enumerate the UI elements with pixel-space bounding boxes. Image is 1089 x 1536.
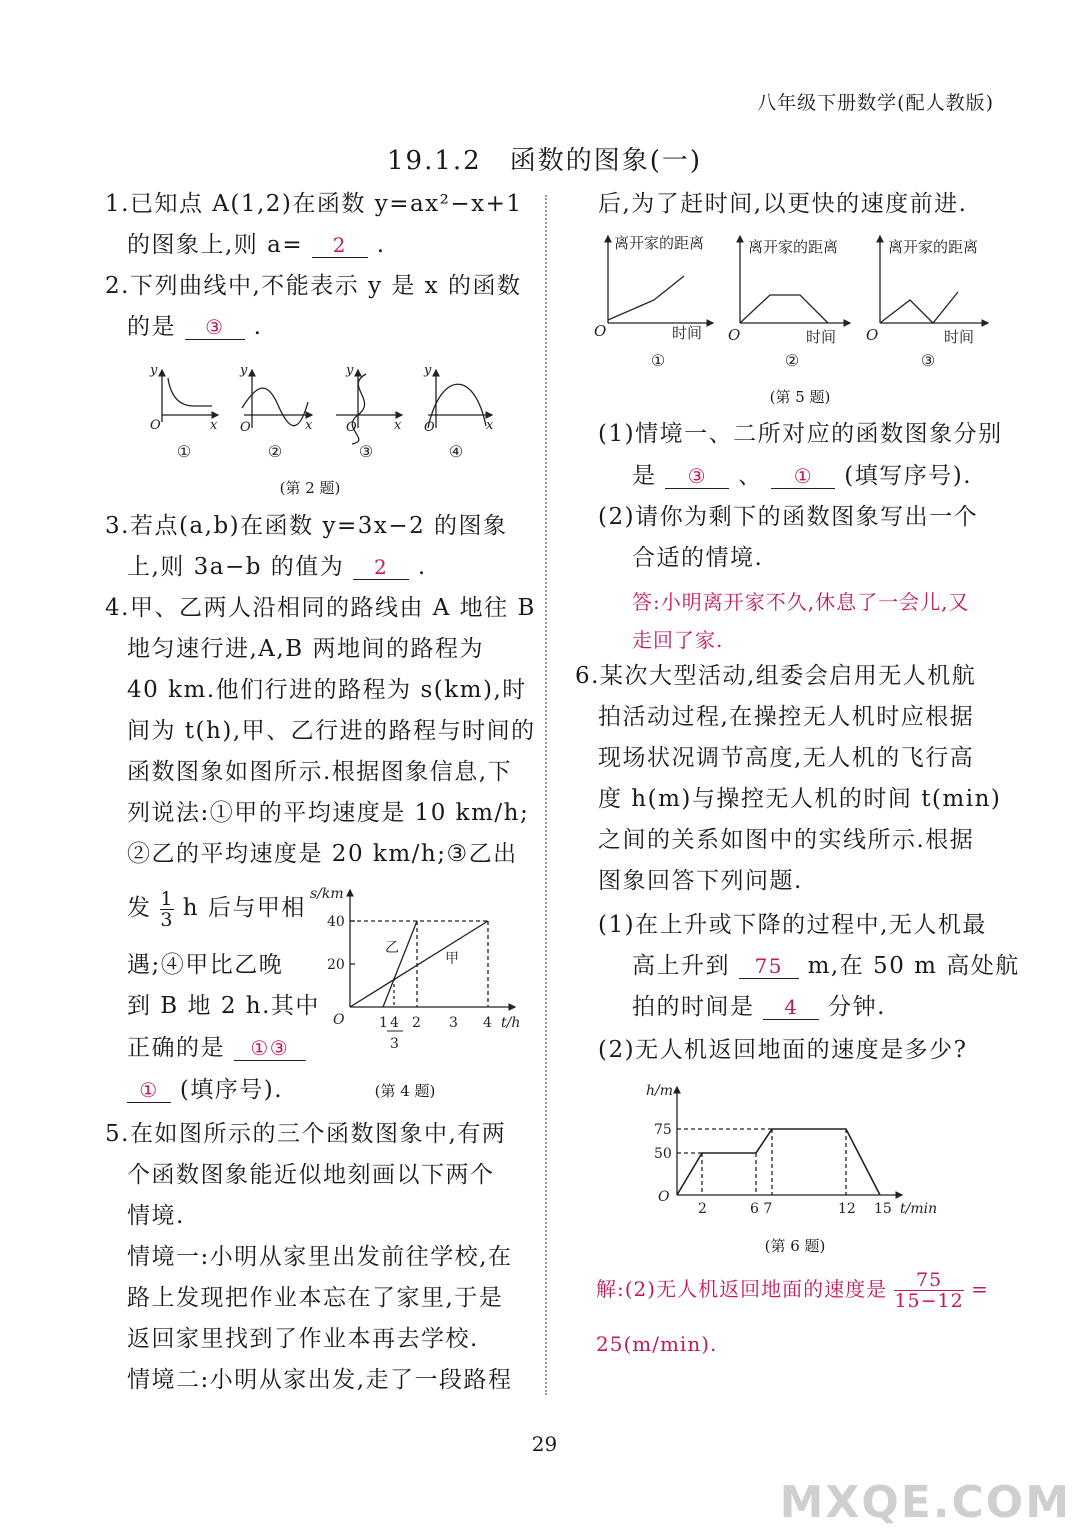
q6-answer-1: 75 (739, 954, 799, 979)
q6-solution-fraction (894, 1270, 963, 1311)
q5-g1-origin: O (594, 322, 607, 340)
q5-caption: (第 5 题) (769, 388, 831, 406)
q5-p1-line2 (632, 456, 972, 497)
q2-label-2: ② (267, 442, 283, 461)
q6-xtick-12: 12 (838, 1201, 856, 1217)
q5-line2: 个函数图象能近似地刻画以下两个 (127, 1162, 495, 1188)
q4-end: (填序号). (179, 1077, 284, 1103)
q2-g4-origin: O (424, 420, 435, 435)
q4-line7: ②乙的平均速度是 20 km/h;③乙出 (127, 841, 518, 867)
q4-line6: 列说法:①甲的平均速度是 10 km/h; (127, 800, 530, 826)
q5-p2-line2: 合适的情境. (632, 545, 764, 571)
q4-xtick-3b: 3 (449, 1015, 458, 1031)
q5-line3: 情境. (127, 1203, 185, 1229)
book-header: 八年级下册数学(配人教版) (757, 92, 994, 114)
q5-s2-line1: 情境二:小明从家出发,走了一段路程 (127, 1367, 513, 1393)
q4-xtick-4: 4 (390, 1015, 399, 1031)
q1-line2 (127, 225, 386, 266)
q5-s2-line2: 后,为了赶时间,以更快的速度前进. (598, 191, 968, 217)
q2-g2-y-label: y (240, 363, 248, 378)
q2-g1-origin: O (150, 418, 161, 433)
q6-solution-pre: 解:(2)无人机返回地面的速度是 (596, 1277, 888, 1301)
q5-g3-origin: O (866, 326, 879, 344)
q6-p1-pre: 高上升到 (632, 953, 730, 979)
q2-g3-origin: O (346, 420, 357, 435)
q1-text: 的图象上,则 a= (127, 232, 304, 258)
q5-line1: 5.在如图所示的三个函数图象中,有两 (105, 1121, 507, 1147)
q5-s1-line2: 路上发现把作业本忘在了家里,于是 (127, 1285, 504, 1311)
q5-g2-ylabel: 离开家的距离 (748, 238, 839, 256)
q1-answer: 2 (312, 233, 368, 258)
q5-answer-1: ③ (665, 464, 729, 489)
q3-text: 上,则 3a−b 的值为 (127, 554, 345, 580)
q2-g3-x-label: x (394, 418, 402, 433)
q6-p1-post: m,在 50 m 高处航 (807, 953, 1020, 979)
q4-fraction-num: 1 (160, 887, 174, 910)
q4-line9: 遇;④甲比乙晚 (127, 952, 284, 978)
q6-solution-line1 (596, 1270, 989, 1311)
q4-fa-post: h 后与甲相 (182, 895, 306, 921)
q6-line5: 之间的关系如图中的实线所示.根据 (598, 827, 975, 853)
q4-xtick-1: 1 (379, 1015, 388, 1031)
q4-line-yi (383, 921, 417, 1007)
q4-line4: 间为 t(h),甲、乙行进的路程与时间的 (127, 718, 536, 744)
q4-line1: 4.甲、乙两人沿相同的路线由 A 地往 B (105, 595, 536, 621)
q2-g1-x-label: x (210, 418, 218, 433)
q6-solution-num: 75 (894, 1270, 963, 1291)
q4-ytick-40: 40 (327, 914, 345, 930)
q6-p1c-pre: 拍的时间是 (632, 994, 755, 1020)
q5-sep: 、 (738, 463, 763, 489)
q2-line1: 2.下列曲线中,不能表示 y 是 x 的函数 (105, 273, 522, 299)
q4-fraction (160, 889, 174, 930)
q5-label-2: ② (784, 351, 800, 370)
q4-xtick-4b: 4 (483, 1015, 492, 1031)
q2-g2-origin: O (240, 420, 251, 435)
q5-answer-2: ① (771, 464, 835, 489)
q6-line1: 6.某次大型活动,组委会启用无人机航 (575, 663, 977, 689)
q6-xtick-2: 2 (698, 1201, 707, 1217)
q5-g2-origin: O (728, 326, 741, 344)
q6-answer-2: 4 (763, 995, 819, 1020)
q6-ytick-50: 50 (654, 1146, 672, 1162)
q6-ytick-75: 75 (654, 1122, 672, 1138)
q2-curves-figure (140, 360, 520, 465)
q6-line6: 图象回答下列问题. (598, 868, 803, 894)
q6-p1-line2 (632, 946, 1020, 987)
q5-g3-ylabel: 离开家的距离 (888, 238, 979, 256)
q6-solution-den: 15−12 (894, 1290, 964, 1312)
q2-g4-y-label: y (424, 363, 432, 378)
section-title: 19.1.2 函数的图象(一) (387, 146, 702, 176)
q5-g1-xlabel: 时间 (672, 324, 703, 342)
q5-g3-xlabel: 时间 (944, 328, 975, 346)
q4-xtick-3: 3 (390, 1036, 399, 1052)
q5-s1-line1: 情境一:小明从家里出发前往学校,在 (127, 1244, 513, 1270)
q4-line12 (127, 1070, 283, 1111)
q5-distance-graphs (588, 228, 1008, 378)
q4-line8 (127, 888, 306, 930)
q5-p1-pre: 是 (632, 463, 657, 489)
q6-ylabel: h/m (646, 1083, 674, 1099)
q5-g1-ylabel: 离开家的距离 (614, 234, 705, 252)
q6-xtick-15: 15 (874, 1201, 892, 1217)
q1-end: . (376, 232, 386, 258)
q6-p1-line3 (632, 987, 886, 1028)
q5-g2-xlabel: 时间 (806, 328, 837, 346)
q6-solution-eq: = (971, 1277, 989, 1301)
q3-line1: 3.若点(a,b)在函数 y=3x−2 的图象 (105, 513, 508, 539)
q5-p1-post: (填写序号). (844, 463, 973, 489)
q5-p1-line1: (1)情境一、二所对应的函数图象分别 (598, 421, 1003, 447)
column-divider (545, 195, 547, 1395)
q4-origin: O (333, 1012, 345, 1028)
q4-line2: 地匀速行进,A,B 两地间的路程为 (127, 636, 484, 662)
q4-line3: 40 km.他们行进的路程为 s(km),时 (127, 677, 527, 703)
q6-p2: (2)无人机返回地面的速度是多少? (598, 1037, 968, 1063)
q2-g1-y-label: y (150, 363, 158, 378)
q5-s1-line3: 返回家里找到了作业本再去学校. (127, 1326, 479, 1352)
q6-xlabel: t/min (900, 1201, 938, 1217)
q4-caption: (第 4 题) (374, 1082, 436, 1100)
q4-ytick-20: 20 (327, 957, 345, 973)
watermark: MXQE.COM (779, 1477, 1071, 1528)
q3-end: . (417, 554, 427, 580)
q2-label-1: ① (176, 442, 192, 461)
q6-line3: 现场状况调节高度,无人机的飞行高 (598, 745, 975, 771)
q4-line5: 函数图象如图所示.根据图象信息,下 (127, 759, 513, 785)
q6-height-graph (640, 1075, 940, 1225)
q2-g2-x-label: x (305, 418, 313, 433)
q6-line2: 拍活动过程,在操控无人机时应根据 (598, 704, 975, 730)
q2-text: 的是 (127, 314, 176, 340)
q4-answer-a: ①③ (234, 1036, 306, 1061)
q2-label-4: ④ (448, 442, 464, 461)
q6-line4: 度 h(m)与操控无人机的时间 t(min) (598, 786, 1002, 812)
q1-line1: 1.已知点 A(1,2)在函数 y=ax²−x+1 (105, 191, 523, 217)
q4-ylabel: s/km (310, 886, 344, 902)
q5-label-1: ① (650, 351, 666, 370)
q5-answer-line2: 走回了家. (632, 628, 724, 652)
q2-g4-x-label: x (486, 418, 494, 433)
q4-fraction-den: 3 (160, 908, 174, 931)
q4-distance-graph (305, 880, 525, 1080)
q2-g3-y-label: y (346, 363, 354, 378)
q4-label-yi: 乙 (385, 940, 399, 956)
q4-line11 (127, 1028, 306, 1069)
q4-answer-b: ① (127, 1078, 171, 1103)
q4-line-jia (350, 921, 488, 1007)
q3-line2 (127, 547, 427, 588)
q6-caption: (第 6 题) (764, 1237, 826, 1255)
q6-p1-line1: (1)在上升或下降的过程中,无人机最 (598, 912, 987, 938)
page-number: 29 (531, 1432, 558, 1456)
q6-height-line (677, 1129, 880, 1195)
q4-xtick-2: 2 (412, 1015, 421, 1031)
q3-answer: 2 (353, 555, 409, 580)
q4-xlabel: t/h (501, 1015, 521, 1031)
q2-end: . (253, 314, 263, 340)
q4-label-jia: 甲 (445, 951, 459, 967)
q2-answer: ③ (185, 315, 245, 340)
q6-solution-line2: 25(m/min). (596, 1332, 718, 1356)
q5-answer-line1: 答:小明离开家不久,休息了一会儿,又 (632, 590, 970, 614)
q4-line10: 到 B 地 2 h.其中 (127, 993, 320, 1019)
q2-label-3: ③ (358, 442, 374, 461)
q4-correct-text: 正确的是 (127, 1035, 225, 1061)
q2-caption: (第 2 题) (279, 479, 341, 497)
q6-xtick-67: 6 7 (750, 1201, 773, 1217)
q6-p1c-post: 分钟. (828, 994, 886, 1020)
q4-fa-pre: 发 (127, 895, 152, 921)
q5-label-3: ③ (920, 351, 936, 370)
q2-line2 (127, 307, 262, 348)
q5-p2-line1: (2)请你为剩下的函数图象写出一个 (598, 504, 979, 530)
q6-origin: O (658, 1189, 670, 1205)
